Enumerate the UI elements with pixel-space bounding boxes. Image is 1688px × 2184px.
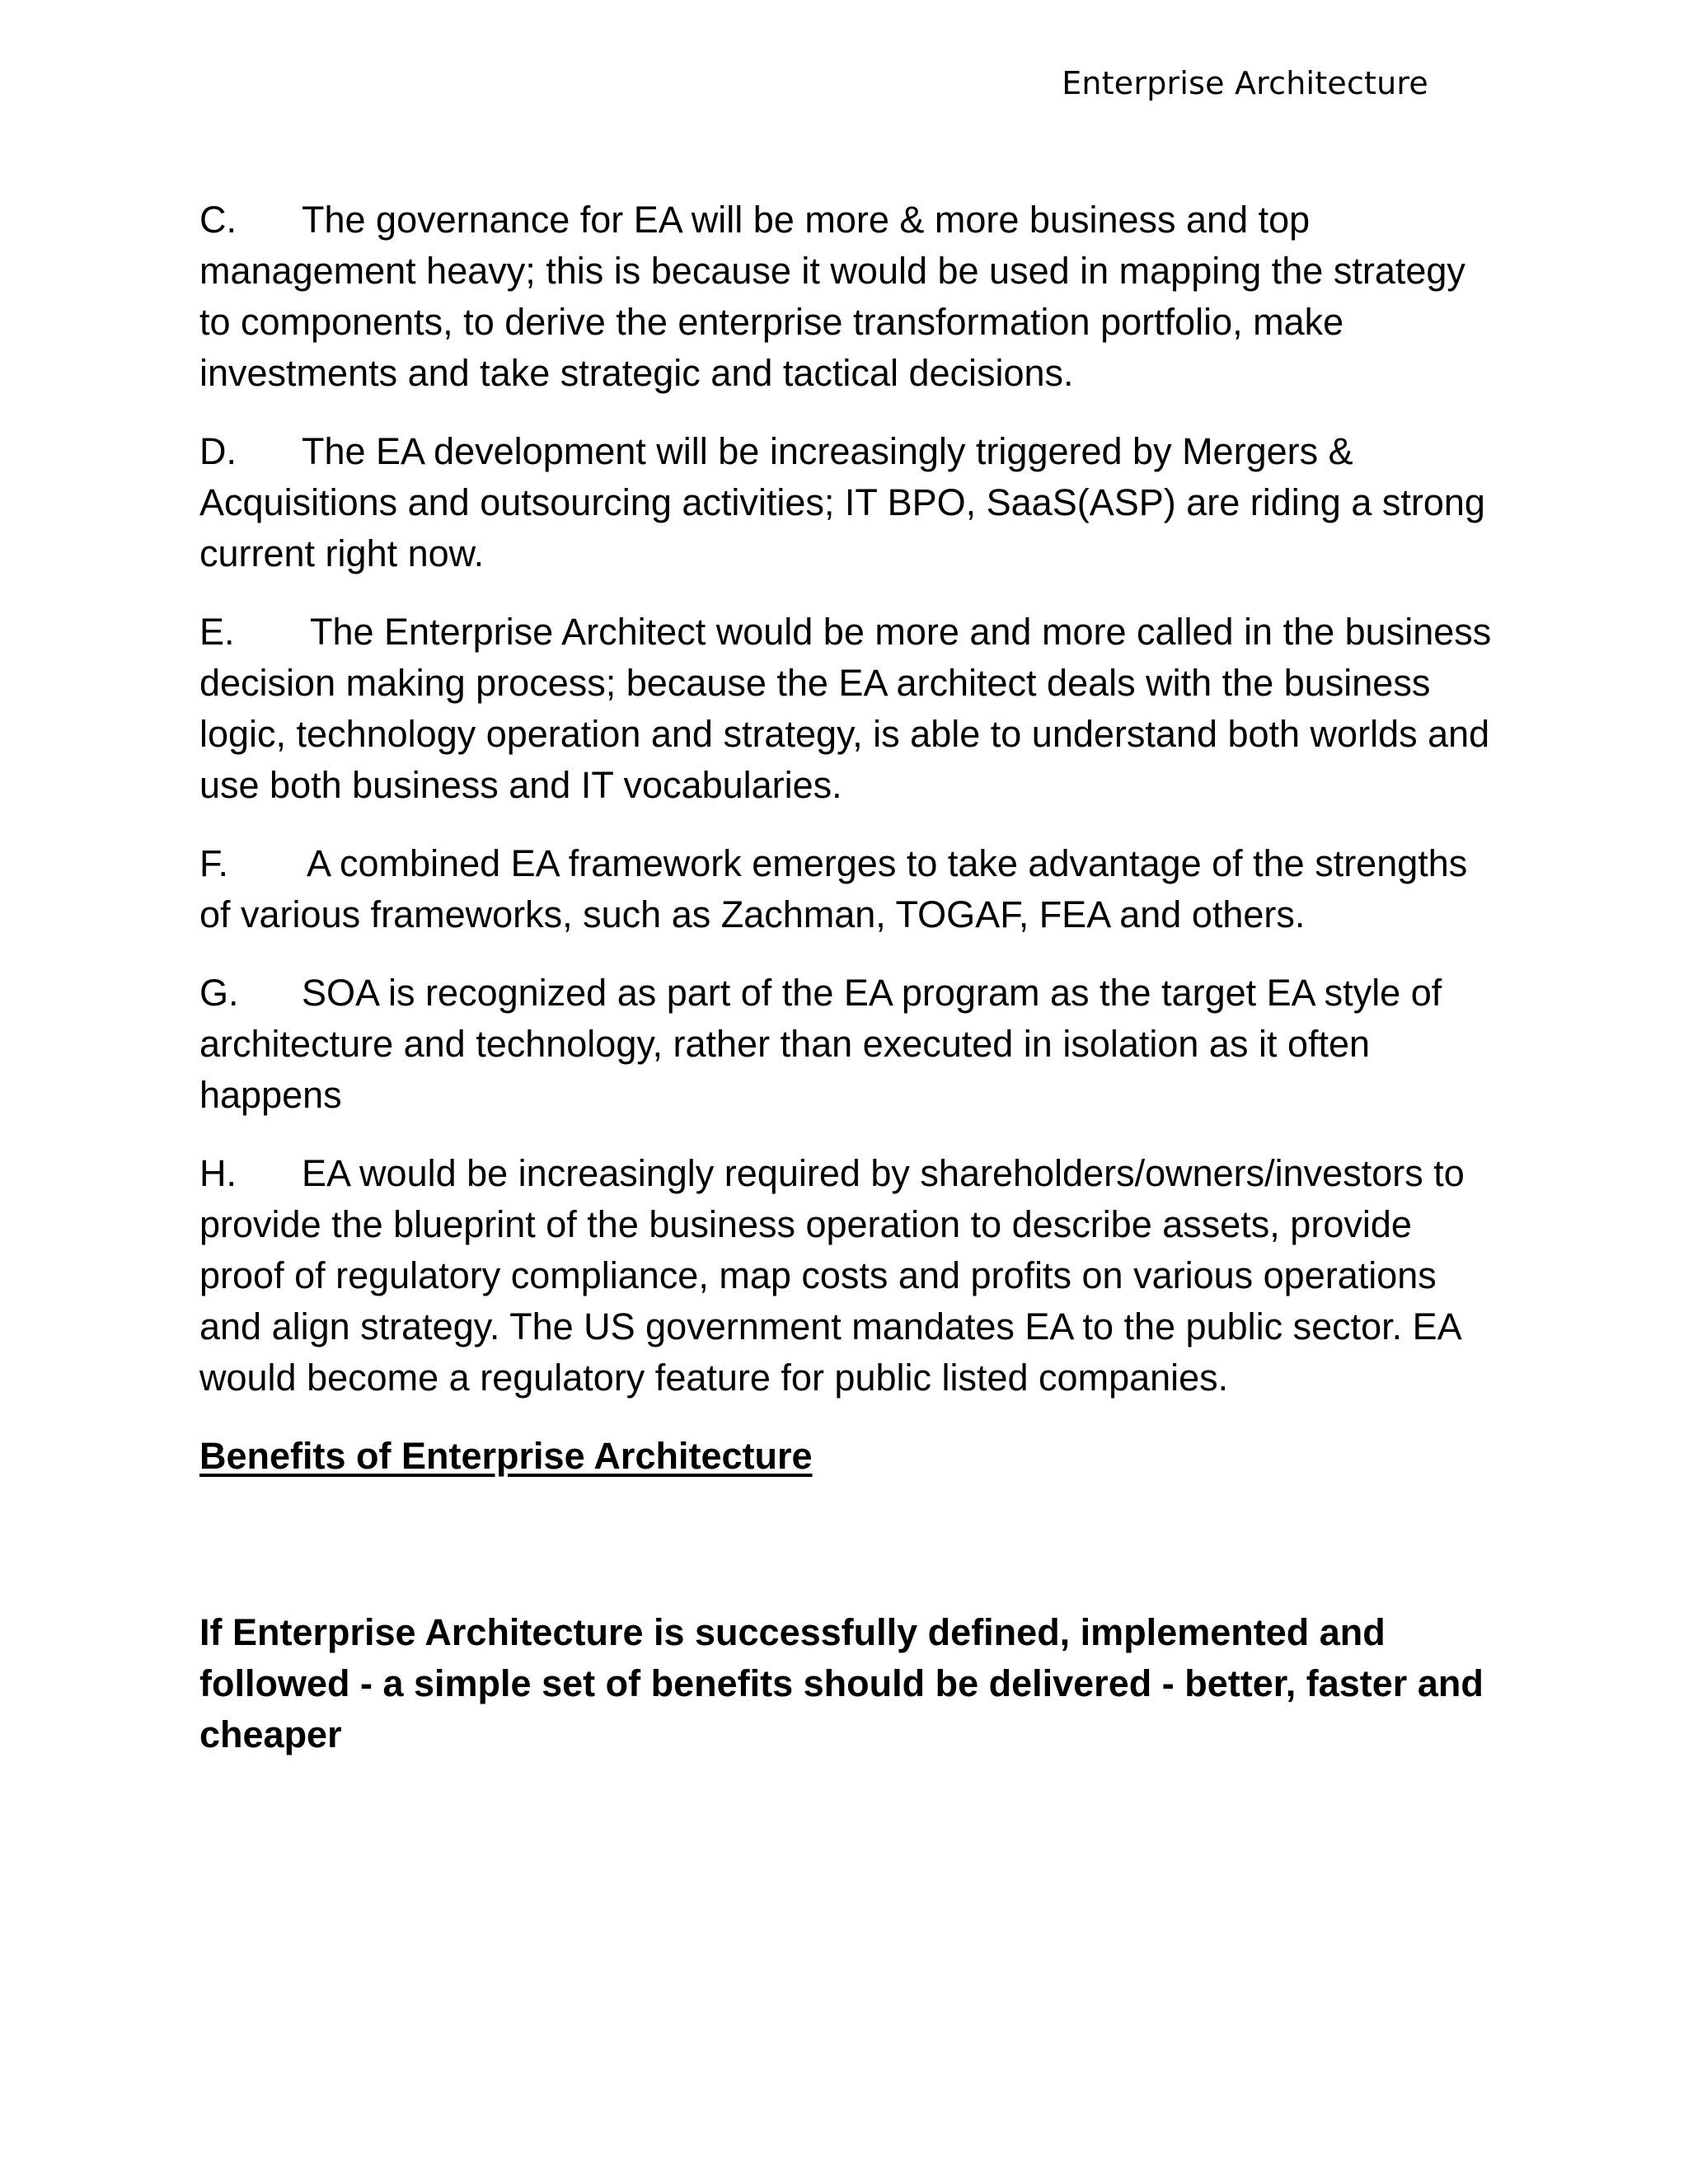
list-item-d [199, 426, 1502, 579]
running-header: Enterprise Architecture [1062, 65, 1428, 101]
item-letter: F. [199, 842, 229, 884]
item-text: A combined EA framework emerges to take advantage of the strengths of various frameworks, such as Zachman, TOGAF, FEA and others. [199, 842, 1468, 935]
list-item-g [199, 968, 1502, 1121]
item-letter: H. [199, 1152, 237, 1194]
item-letter: E. [199, 611, 235, 653]
list-item-f [199, 838, 1502, 940]
benefits-intro-paragraph: If Enterprise Architecture is successfully defined, implemented and followed - a simple set of benefits should be delivered - better, faster and cheaper [199, 1611, 1484, 1755]
list-item-h [199, 1148, 1502, 1404]
item-text: The EA development will be increasingly triggered by Mergers & Acquisitions and outsourcing activities; IT BPO, SaaS(ASP) are riding a strong current right now. [199, 430, 1485, 574]
item-letter: G. [199, 972, 239, 1014]
list-item-c [199, 194, 1502, 399]
item-text: The Enterprise Architect would be more and more called in the business decision making process; because the EA architect deals with the business logic, technology operation and strategy, is able to understand both worlds and use both business and IT vocabularies. [199, 611, 1492, 806]
item-letter: D. [199, 430, 237, 472]
document-body [199, 194, 1502, 1760]
list-item-e [199, 607, 1502, 811]
item-text: The governance for EA will be more & more business and top management heavy; this is because it would be used in mapping the strategy to components, to derive the enterprise transformation portfolio, make investments and take strategic and tactical decisions. [199, 199, 1465, 394]
section-heading-benefits: Benefits of Enterprise Architecture [199, 1435, 813, 1477]
item-text: EA would be increasingly required by shareholders/owners/investors to provide the blueprint of the business operation to describe assets, provide proof of regulatory compliance, map costs and profits on various operations and align strategy. The US government mandates EA to the public sector. EA would become a regulatory feature for public listed companies. [199, 1152, 1465, 1399]
item-text: SOA is recognized as part of the EA program as the target EA style of architecture and technology, rather than executed in isolation as it often happens [199, 972, 1442, 1116]
item-letter: C. [199, 199, 237, 241]
